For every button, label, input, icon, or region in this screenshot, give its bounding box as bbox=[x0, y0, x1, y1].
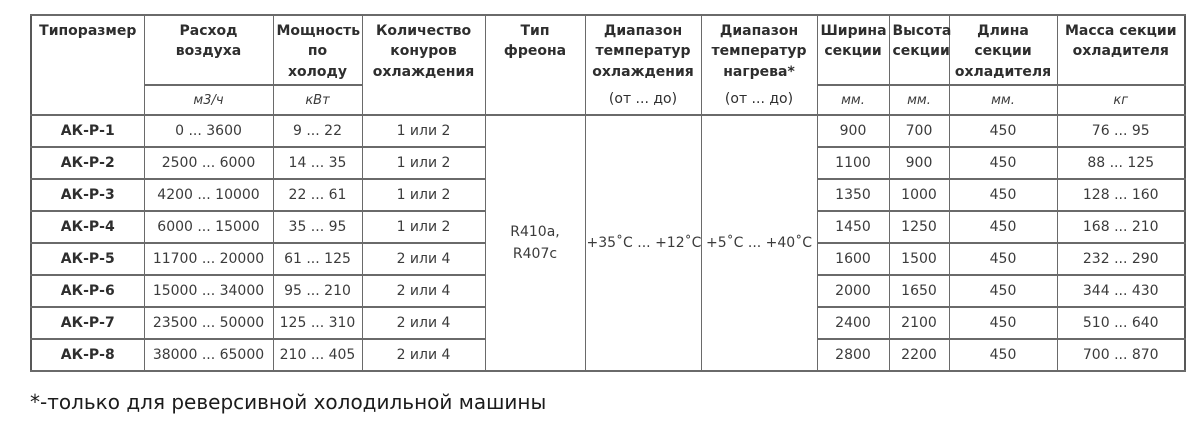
table-row bbox=[31, 115, 1185, 147]
cell-air-flow: 23500 ... 50000 bbox=[144, 307, 273, 339]
unit-width: мм. bbox=[817, 85, 889, 115]
cell-mass: 88 ... 125 bbox=[1057, 147, 1185, 179]
cell-circuits: 2 или 4 bbox=[362, 307, 485, 339]
cell-length: 450 bbox=[949, 339, 1057, 371]
cell-height: 700 bbox=[889, 115, 949, 147]
cell-length: 450 bbox=[949, 211, 1057, 243]
cell-freon-type bbox=[485, 115, 585, 371]
cell-height: 2100 bbox=[889, 307, 949, 339]
cell-width: 2800 bbox=[817, 339, 889, 371]
cell-length: 450 bbox=[949, 275, 1057, 307]
freon-line-1: R410a, bbox=[510, 223, 560, 240]
cell-length: 450 bbox=[949, 243, 1057, 275]
cell-cooling-power: 210 ... 405 bbox=[273, 339, 362, 371]
col-header-heating-range bbox=[701, 15, 817, 115]
cell-model: АК-Р-7 bbox=[31, 307, 144, 339]
col-header-cooling-power: Мощность по холоду bbox=[273, 15, 362, 85]
table-header bbox=[31, 15, 1185, 115]
cell-cooling-power: 125 ... 310 bbox=[273, 307, 362, 339]
cell-model: АК-Р-2 bbox=[31, 147, 144, 179]
cooling-range-title: Диапазон температур охлаждения bbox=[592, 23, 694, 80]
unit-length: мм. bbox=[949, 85, 1057, 115]
cooling-range-note: (от ... до) bbox=[608, 90, 678, 107]
cell-height: 1500 bbox=[889, 243, 949, 275]
cell-circuits: 1 или 2 bbox=[362, 115, 485, 147]
cell-model: АК-Р-6 bbox=[31, 275, 144, 307]
col-header-cooling-range bbox=[585, 15, 701, 115]
table-body bbox=[31, 115, 1185, 371]
cell-air-flow: 4200 ... 10000 bbox=[144, 179, 273, 211]
footnote: *-только для реверсивной холодильной машины bbox=[30, 390, 547, 414]
cell-mass: 700 ... 870 bbox=[1057, 339, 1185, 371]
col-header-height: Высота секции bbox=[889, 15, 949, 85]
cell-width: 900 bbox=[817, 115, 889, 147]
cell-model: АК-Р-3 bbox=[31, 179, 144, 211]
cell-air-flow: 11700 ... 20000 bbox=[144, 243, 273, 275]
cell-width: 1100 bbox=[817, 147, 889, 179]
col-header-mass: Масса секции охладителя bbox=[1057, 15, 1185, 85]
cell-height: 2200 bbox=[889, 339, 949, 371]
heating-range-title: Диапазон температур нагрева* bbox=[711, 23, 807, 80]
header-row-main bbox=[31, 15, 1185, 85]
cell-width: 1350 bbox=[817, 179, 889, 211]
cell-circuits: 1 или 2 bbox=[362, 211, 485, 243]
unit-height: мм. bbox=[889, 85, 949, 115]
cell-air-flow: 2500 ... 6000 bbox=[144, 147, 273, 179]
cell-model: АК-Р-4 bbox=[31, 211, 144, 243]
cell-mass: 128 ... 160 bbox=[1057, 179, 1185, 211]
cell-width: 1600 bbox=[817, 243, 889, 275]
cell-height: 1000 bbox=[889, 179, 949, 211]
cell-circuits: 2 или 4 bbox=[362, 339, 485, 371]
cell-height: 900 bbox=[889, 147, 949, 179]
cell-circuits: 1 или 2 bbox=[362, 179, 485, 211]
col-header-length: Длина секции охладителя bbox=[949, 15, 1057, 85]
cell-cooling-temp-range: +35˚C ... +12˚C bbox=[585, 115, 701, 371]
cell-height: 1650 bbox=[889, 275, 949, 307]
cell-circuits: 1 или 2 bbox=[362, 147, 485, 179]
cell-air-flow: 15000 ... 34000 bbox=[144, 275, 273, 307]
cell-mass: 344 ... 430 bbox=[1057, 275, 1185, 307]
cell-length: 450 bbox=[949, 147, 1057, 179]
unit-mass: кг bbox=[1057, 85, 1185, 115]
cell-mass: 232 ... 290 bbox=[1057, 243, 1185, 275]
col-header-air-flow: Расход воздуха bbox=[144, 15, 273, 85]
cell-width: 1450 bbox=[817, 211, 889, 243]
cell-air-flow: 0 ... 3600 bbox=[144, 115, 273, 147]
cell-heating-temp-range: +5˚C ... +40˚C bbox=[701, 115, 817, 371]
cell-cooling-power: 22 ... 61 bbox=[273, 179, 362, 211]
col-header-circuits: Количество конуров охлаждения bbox=[362, 15, 485, 115]
col-header-width: Ширина секции bbox=[817, 15, 889, 85]
cell-mass: 510 ... 640 bbox=[1057, 307, 1185, 339]
unit-cooling-power: кВт bbox=[273, 85, 362, 115]
cell-cooling-power: 95 ... 210 bbox=[273, 275, 362, 307]
cell-circuits: 2 или 4 bbox=[362, 275, 485, 307]
freon-line-2: R407c bbox=[512, 246, 558, 262]
cell-cooling-power: 35 ... 95 bbox=[273, 211, 362, 243]
cell-model: АК-Р-8 bbox=[31, 339, 144, 371]
heating-range-note: (от ... до) bbox=[724, 90, 794, 107]
col-header-freon-type: Тип фреона bbox=[485, 15, 585, 115]
cell-air-flow: 38000 ... 65000 bbox=[144, 339, 273, 371]
cell-cooling-power: 61 ... 125 bbox=[273, 243, 362, 275]
cell-length: 450 bbox=[949, 115, 1057, 147]
cell-mass: 76 ... 95 bbox=[1057, 115, 1185, 147]
cell-length: 450 bbox=[949, 307, 1057, 339]
unit-air-flow: м3/ч bbox=[144, 85, 273, 115]
cell-circuits: 2 или 4 bbox=[362, 243, 485, 275]
cell-air-flow: 6000 ... 15000 bbox=[144, 211, 273, 243]
cell-width: 2400 bbox=[817, 307, 889, 339]
cell-model: АК-Р-5 bbox=[31, 243, 144, 275]
col-header-tiporazmer: Типоразмер bbox=[31, 15, 144, 115]
spec-table bbox=[30, 14, 1186, 372]
cell-mass: 168 ... 210 bbox=[1057, 211, 1185, 243]
cell-model: АК-Р-1 bbox=[31, 115, 144, 147]
cell-length: 450 bbox=[949, 179, 1057, 211]
cell-cooling-power: 9 ... 22 bbox=[273, 115, 362, 147]
cell-width: 2000 bbox=[817, 275, 889, 307]
cell-cooling-power: 14 ... 35 bbox=[273, 147, 362, 179]
cell-height: 1250 bbox=[889, 211, 949, 243]
